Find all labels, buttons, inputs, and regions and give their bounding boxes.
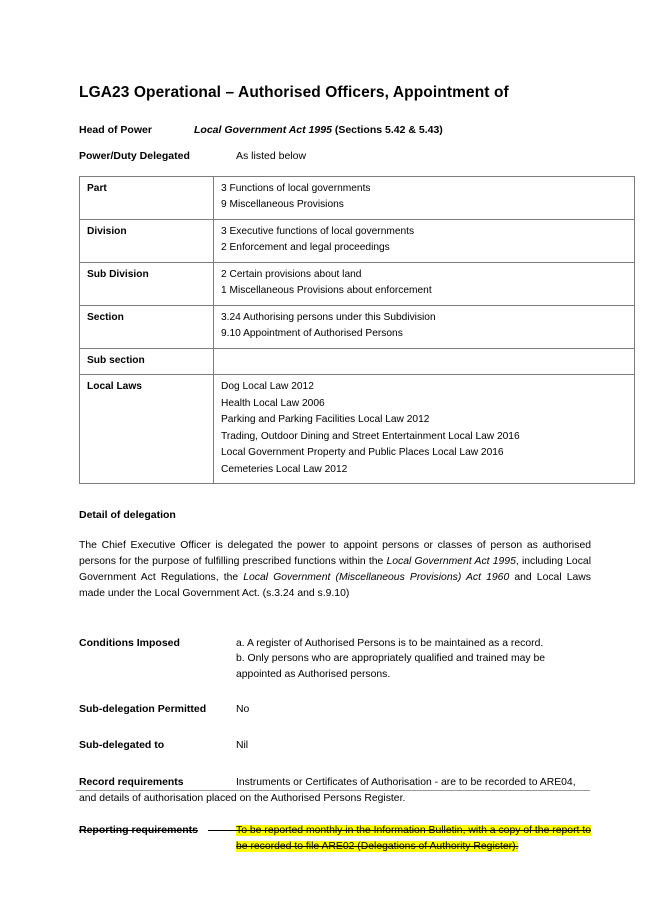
sub-delegated-to-value: Nil [236, 740, 249, 752]
sub-delegation-permitted-row [79, 702, 591, 718]
table-cell-line: 9.10 Appointment of Authorised Persons [221, 328, 403, 340]
table-cell-line: 1 Miscellaneous Provisions about enforcement [221, 285, 432, 297]
table-row-values [214, 348, 635, 375]
delegation-reference-table [79, 176, 635, 485]
sub-delegation-permitted-label: Sub-delegation Permitted [79, 703, 207, 716]
record-requirements-value: Instruments or Certificates of Authorisation - are to be recorded to ARE04, and details of authorisation placed on the Authorised Persons Register. [79, 776, 576, 804]
detail-para-segment-2: , including Local Government Act Regulations, the [79, 556, 591, 583]
table-cell-line: 3 Executive functions of local governments [221, 225, 415, 237]
reporting-requirements-label: Reporting requirements [79, 824, 199, 837]
detail-para-segment-3: and Local Laws made under the Local Government Act. (s.3.24 and s.9.10) [79, 571, 591, 599]
conditions-imposed-value [236, 636, 591, 683]
highlighted-struck-text: To be reported monthly in the Information Bulletin, with a copy of the report to be recorded to file ARE02 (Delegations of Authority Register). [236, 825, 591, 852]
table-row-values [214, 375, 635, 484]
reporting-requirements-row [79, 823, 591, 855]
table-row [80, 219, 635, 262]
record-requirements-label: Record requirements [79, 776, 184, 788]
page-title: LGA23 Operational – Authorised Officers, Appointment of [79, 84, 509, 101]
table-row-values [214, 219, 635, 262]
condition-item: b. Only persons who are appropriately qualified and trained may be appointed as Authorised persons. [236, 653, 546, 680]
detail-para-act-1: Local Government Act 1995 [386, 556, 516, 568]
table-row-key: Part [80, 176, 214, 219]
table-cell-line: 2 Certain provisions about land [221, 268, 362, 280]
table-cell-line: Trading, Outdoor Dining and Street Entertainment Local Law 2016 [221, 430, 520, 442]
power-duty-delegated-row [79, 150, 591, 162]
detail-para-act-2: Local Government (Miscellaneous Provisions) Act 1960 [243, 571, 510, 583]
power-duty-delegated-label: Power/Duty Delegated [79, 149, 190, 162]
table-row [80, 375, 635, 484]
head-of-power-value [194, 124, 591, 136]
sub-delegated-to-row [79, 738, 591, 754]
table-cell-line: 3 Functions of local governments [221, 182, 371, 194]
table-row [80, 176, 635, 219]
table-cell-line: Cemeteries Local Law 2012 [221, 463, 348, 475]
table-row-key: Sub section [80, 348, 214, 375]
table-row-values [214, 176, 635, 219]
head-of-power-label: Head of Power [79, 123, 152, 136]
table-row [80, 348, 635, 375]
condition-item: a. A register of Authorised Persons is to be maintained as a record. [236, 637, 544, 649]
table-row-key: Sub Division [80, 262, 214, 305]
table-cell-line: Dog Local Law 2012 [221, 381, 314, 393]
head-of-power-sections: (Sections 5.42 & 5.43) [331, 123, 443, 136]
table-cell-line: 9 Miscellaneous Provisions [221, 199, 344, 211]
footer-divider [76, 790, 590, 791]
table-row-key: Division [80, 219, 214, 262]
strikethrough-connector [208, 830, 236, 831]
detail-para-segment-1: The Chief Executive Officer is delegated the power to appoint persons or classes of person as authorised persons for the purpose of fulfilling prescribed functions within the [79, 540, 591, 568]
head-of-power-row [79, 124, 591, 136]
table-row-key: Section [80, 305, 214, 348]
detail-of-delegation-heading: Detail of delegation [79, 509, 176, 522]
document-content [79, 84, 591, 855]
table-row-values [214, 305, 635, 348]
table-cell-line: Local Government Property and Public Places Local Law 2016 [221, 447, 504, 459]
head-of-power-act-name: Local Government Act 1995 [194, 123, 332, 136]
table-row [80, 262, 635, 305]
reporting-requirements-value [236, 823, 591, 855]
table-cell-line: 3.24 Authorising persons under this Subdivision [221, 311, 436, 323]
table-row-values [214, 262, 635, 305]
conditions-imposed-label: Conditions Imposed [79, 636, 180, 649]
table-cell-line: 2 Enforcement and legal proceedings [221, 242, 390, 254]
detail-of-delegation-paragraph [79, 538, 591, 601]
table-row-key: Local Laws [80, 375, 214, 484]
sub-delegation-permitted-value: No [236, 704, 250, 716]
power-duty-delegated-value: As listed below [236, 149, 307, 162]
table-cell-line: Health Local Law 2006 [221, 397, 325, 409]
table-row [80, 305, 635, 348]
conditions-imposed-row [79, 636, 591, 683]
sub-delegated-to-label: Sub-delegated to [79, 739, 165, 752]
table-cell-line: Parking and Parking Facilities Local Law 2012 [221, 414, 430, 426]
